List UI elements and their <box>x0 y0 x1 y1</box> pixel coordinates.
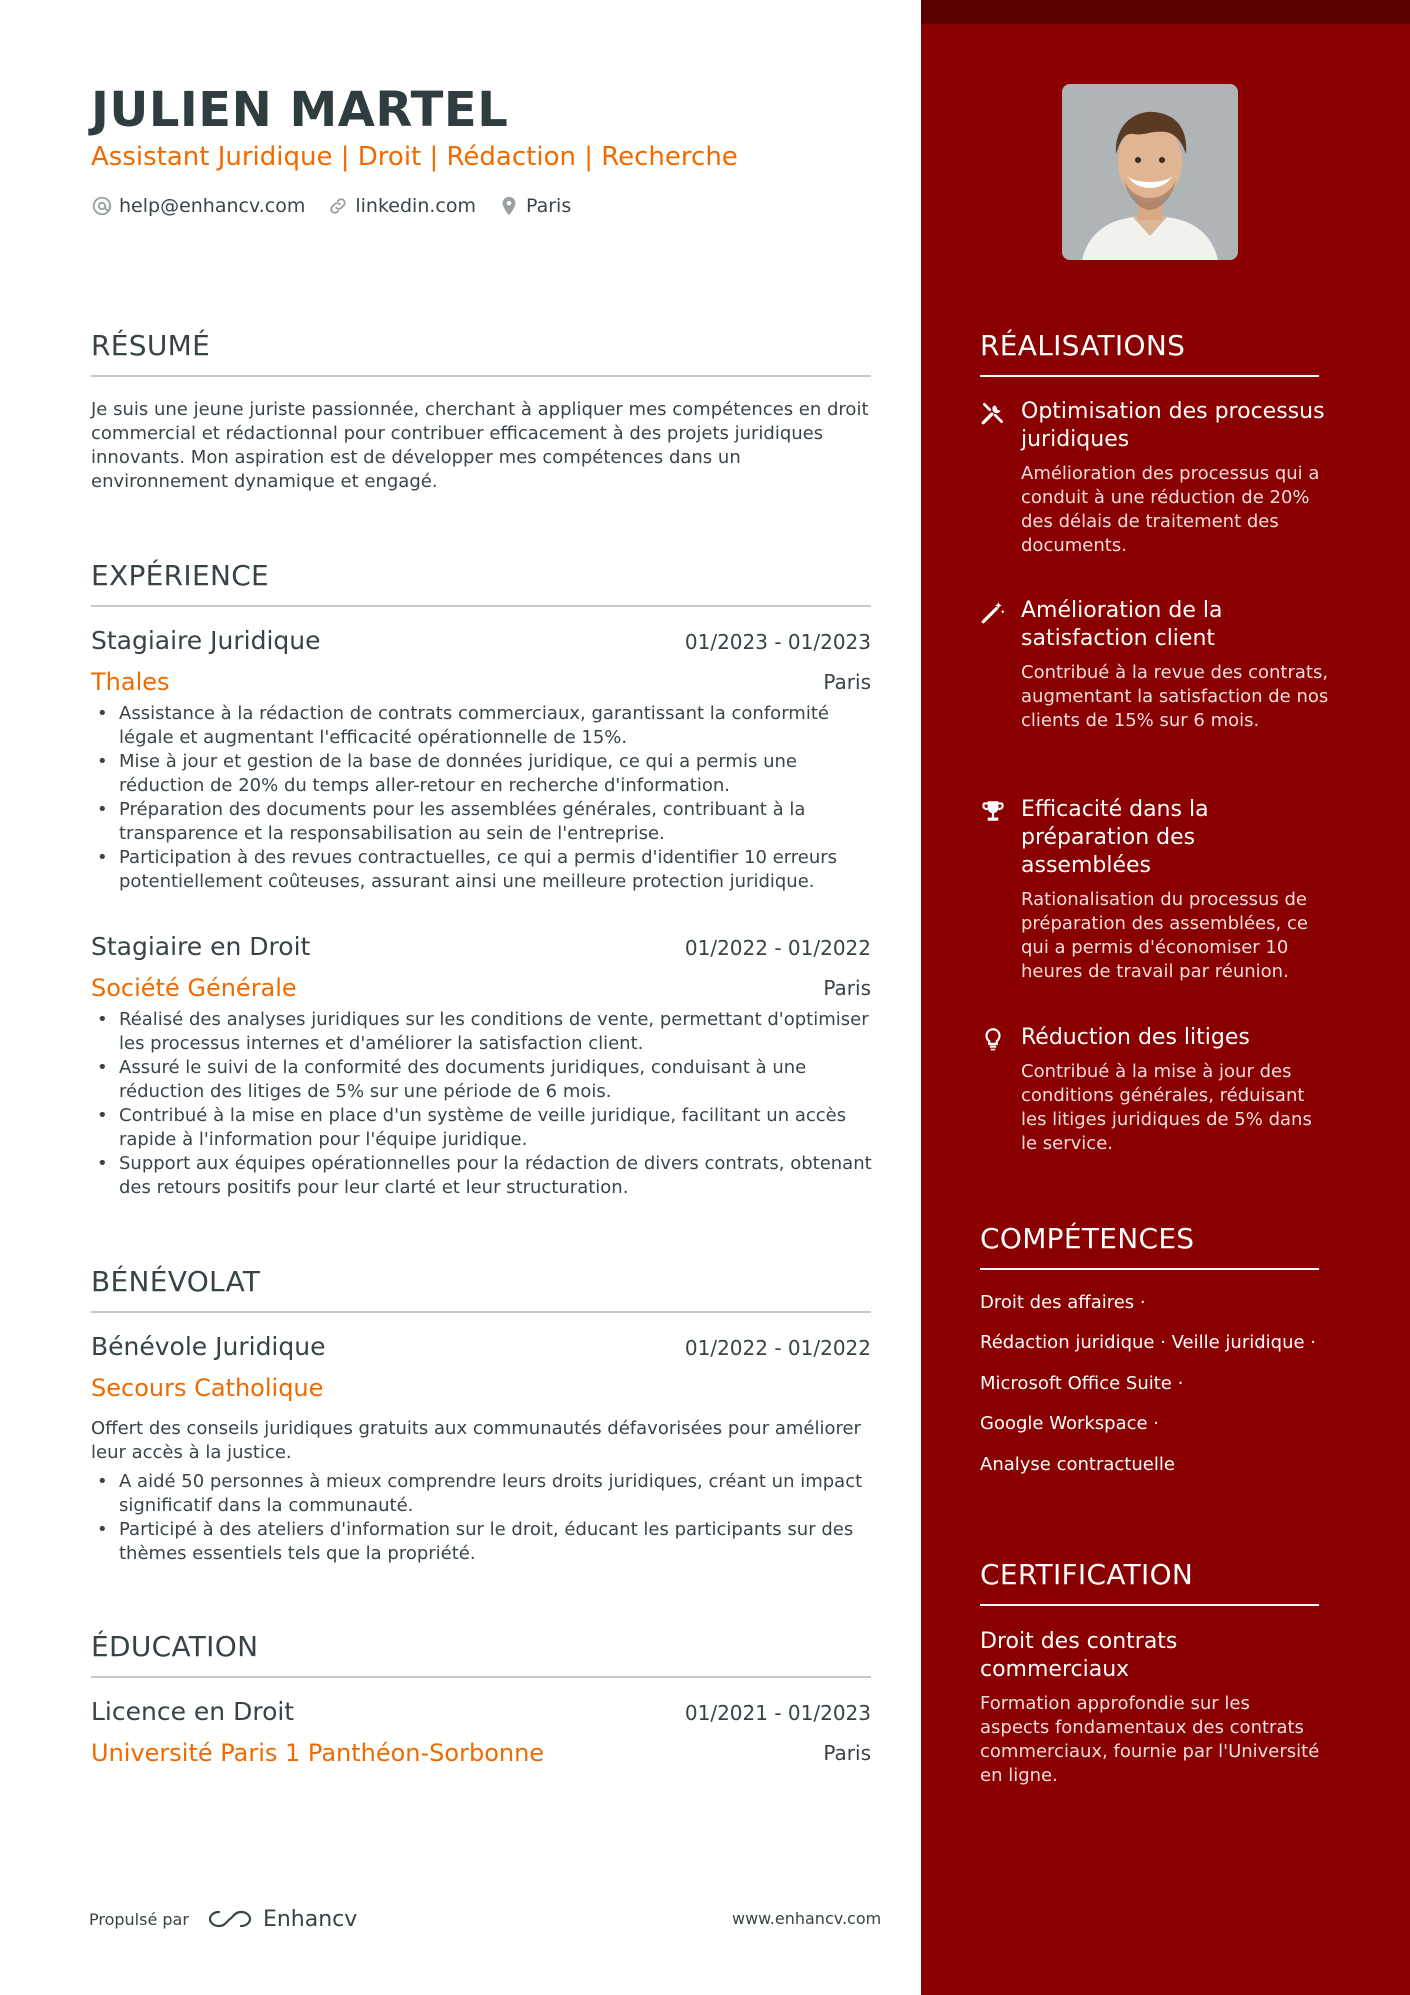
list-item: • Assistance à la rédaction de contrats commerciaux, garantissant la conformité légale et augmentant l'efficacité opérationnelle de 15%. <box>91 702 876 750</box>
headline: Assistant Juridique | Droit | Rédaction | Recherche <box>91 142 738 172</box>
job-title: Stagiaire en Droit <box>91 932 311 961</box>
linkedin-text: linkedin.com <box>355 195 476 217</box>
skill-line: Google Workspace · <box>980 1413 1160 1434</box>
skills-divider <box>980 1268 1319 1270</box>
enhancv-logo-icon <box>205 1906 255 1932</box>
education-degree: Licence en Droit <box>91 1697 295 1726</box>
list-item: • Réalisé des analyses juridiques sur les conditions de vente, permettant d'optimiser les processus internes et d'améliorer la satisfaction client. <box>91 1008 876 1056</box>
contact-info <box>91 195 593 217</box>
achievement-description: Contribué à la mise à jour des conditions générales, réduisant les litiges juridiques de 5% dans le service. <box>1021 1061 1312 1154</box>
certification-divider <box>980 1604 1319 1606</box>
job-location: Paris <box>823 670 871 694</box>
achievement-title: Amélioration de la satisfaction client <box>1021 598 1223 651</box>
lightbulb-icon <box>980 1026 1006 1052</box>
avatar <box>1062 84 1238 260</box>
magic-wand-icon <box>980 599 1006 625</box>
volunteer-org: Secours Catholique <box>91 1374 324 1402</box>
experience-divider <box>91 605 871 607</box>
certification-title: CERTIFICATION <box>980 1558 1194 1591</box>
job-bullets <box>91 702 876 894</box>
achievements-divider <box>980 375 1319 377</box>
skill-line: Droit des affaires · <box>980 1292 1146 1313</box>
list-item: • Participé à des ateliers d'information sur le droit, éducant les participants sur des thèmes essentiels tels que la propriété. <box>91 1518 876 1566</box>
education-title: ÉDUCATION <box>91 1630 259 1663</box>
education-location: Paris <box>823 1741 871 1765</box>
list-item: • A aidé 50 personnes à mieux comprendre leurs droits juridiques, créant un impact significatif dans la communauté. <box>91 1470 876 1518</box>
location-pin-icon <box>498 195 520 217</box>
powered-by-label: Propulsé par <box>89 1909 189 1929</box>
skill-line: Analyse contractuelle <box>980 1454 1175 1475</box>
contact-email[interactable] <box>91 195 305 217</box>
candidate-name: JULIEN MARTEL <box>91 82 509 138</box>
achievements-title: RÉALISATIONS <box>980 329 1186 362</box>
list-item: • Préparation des documents pour les assemblées générales, contribuant à la transparence et la responsabilisation au sein de l'entreprise. <box>91 798 876 846</box>
certification-description: Formation approfondie sur les aspects fondamentaux des contrats commerciaux, fournie par l'Université en ligne. <box>980 1693 1320 1786</box>
at-icon <box>91 195 113 217</box>
education-school: Université Paris 1 Panthéon-Sorbonne <box>91 1739 545 1767</box>
location-text: Paris <box>526 195 572 217</box>
summary-title: RÉSUMÉ <box>91 329 211 362</box>
achievement-title: Réduction des litiges <box>1021 1025 1250 1050</box>
footer-branding <box>89 1906 357 1932</box>
skills-title: COMPÉTENCES <box>980 1222 1195 1255</box>
achievement-item <box>980 796 1340 996</box>
volunteer-divider <box>91 1311 871 1313</box>
list-item: • Support aux équipes opérationnelles pour la rédaction de divers contrats, obtenant des retours positifs pour leur clarté et leur structuration. <box>91 1152 876 1200</box>
email-text: help@enhancv.com <box>119 195 306 217</box>
achievement-title: Optimisation des processus juridiques <box>1021 399 1325 452</box>
list-item: • Mise à jour et gestion de la base de données juridique, ce qui a permis une réduction de 20% du temps aller-retour en recherche d'information. <box>91 750 876 798</box>
job-dates: 01/2023 - 01/2023 <box>684 630 871 654</box>
certification-name: Droit des contrats commerciaux <box>980 1629 1178 1682</box>
education-dates: 01/2021 - 01/2023 <box>684 1701 871 1725</box>
achievement-item <box>980 398 1340 568</box>
skill-line: Rédaction juridique · Veille juridique · <box>980 1332 1317 1353</box>
volunteer-role: Bénévole Juridique <box>91 1332 326 1361</box>
tools-icon <box>980 400 1006 426</box>
link-icon <box>327 195 349 217</box>
skill-line: Microsoft Office Suite · <box>980 1373 1184 1394</box>
list-item: • Assuré le suivi de la conformité des documents juridiques, conduisant à une réduction des litiges de 5% sur une période de 6 mois. <box>91 1056 876 1104</box>
footer-url[interactable]: www.enhancv.com <box>732 1909 882 1928</box>
job-title: Stagiaire Juridique <box>91 626 321 655</box>
education-divider <box>91 1676 871 1678</box>
sidebar <box>921 0 1410 1995</box>
contact-linkedin[interactable] <box>327 195 476 217</box>
achievement-title: Efficacité dans la préparation des assemblées <box>1021 797 1209 878</box>
achievement-description: Rationalisation du processus de préparation des assemblées, ce qui a permis d'économiser 10 heures de travail par réunion. <box>1021 889 1308 982</box>
list-item: • Contribué à la mise en place d'un système de veille juridique, facilitant un accès rapide à l'information pour l'équipe juridique. <box>91 1104 876 1152</box>
profile-photo <box>1062 84 1238 260</box>
job-company: Thales <box>91 668 170 696</box>
list-item: • Participation à des revues contractuelles, ce qui a permis d'identifier 10 erreurs potentiellement coûteuses, assurant ainsi une meilleure protection juridique. <box>91 846 876 894</box>
job-location: Paris <box>823 976 871 1000</box>
experience-title: EXPÉRIENCE <box>91 559 270 592</box>
achievement-item <box>980 1024 1340 1174</box>
trophy-icon <box>980 798 1006 824</box>
brand-name: Enhancv <box>262 1906 358 1932</box>
volunteer-dates: 01/2022 - 01/2022 <box>684 1336 871 1360</box>
volunteer-description: Offert des conseils juridiques gratuits aux communautés défavorisées pour améliorer leur accès à la justice. <box>91 1418 861 1463</box>
achievement-description: Amélioration des processus qui a conduit à une réduction de 20% des délais de traitement des documents. <box>1021 463 1320 556</box>
volunteer-title: BÉNÉVOLAT <box>91 1265 261 1298</box>
achievement-item <box>980 597 1340 767</box>
sidebar-top-bar <box>921 0 1410 24</box>
contact-location <box>498 195 571 217</box>
job-bullets <box>91 1008 876 1200</box>
summary-divider <box>91 375 871 377</box>
achievement-description: Contribué à la revue des contrats, augmentant la satisfaction de nos clients de 15% sur 6 mois. <box>1021 662 1329 731</box>
job-company: Société Générale <box>91 974 297 1002</box>
volunteer-bullets <box>91 1470 876 1566</box>
summary-text: Je suis une jeune juriste passionnée, cherchant à appliquer mes compétences en droit commercial et rédactionnal pour contribuer efficacement à des projets juridiques innovants. Mon aspiration est de développer mes compétences dans un environnement dynamique et engagé. <box>91 399 869 492</box>
job-dates: 01/2022 - 01/2022 <box>684 936 871 960</box>
